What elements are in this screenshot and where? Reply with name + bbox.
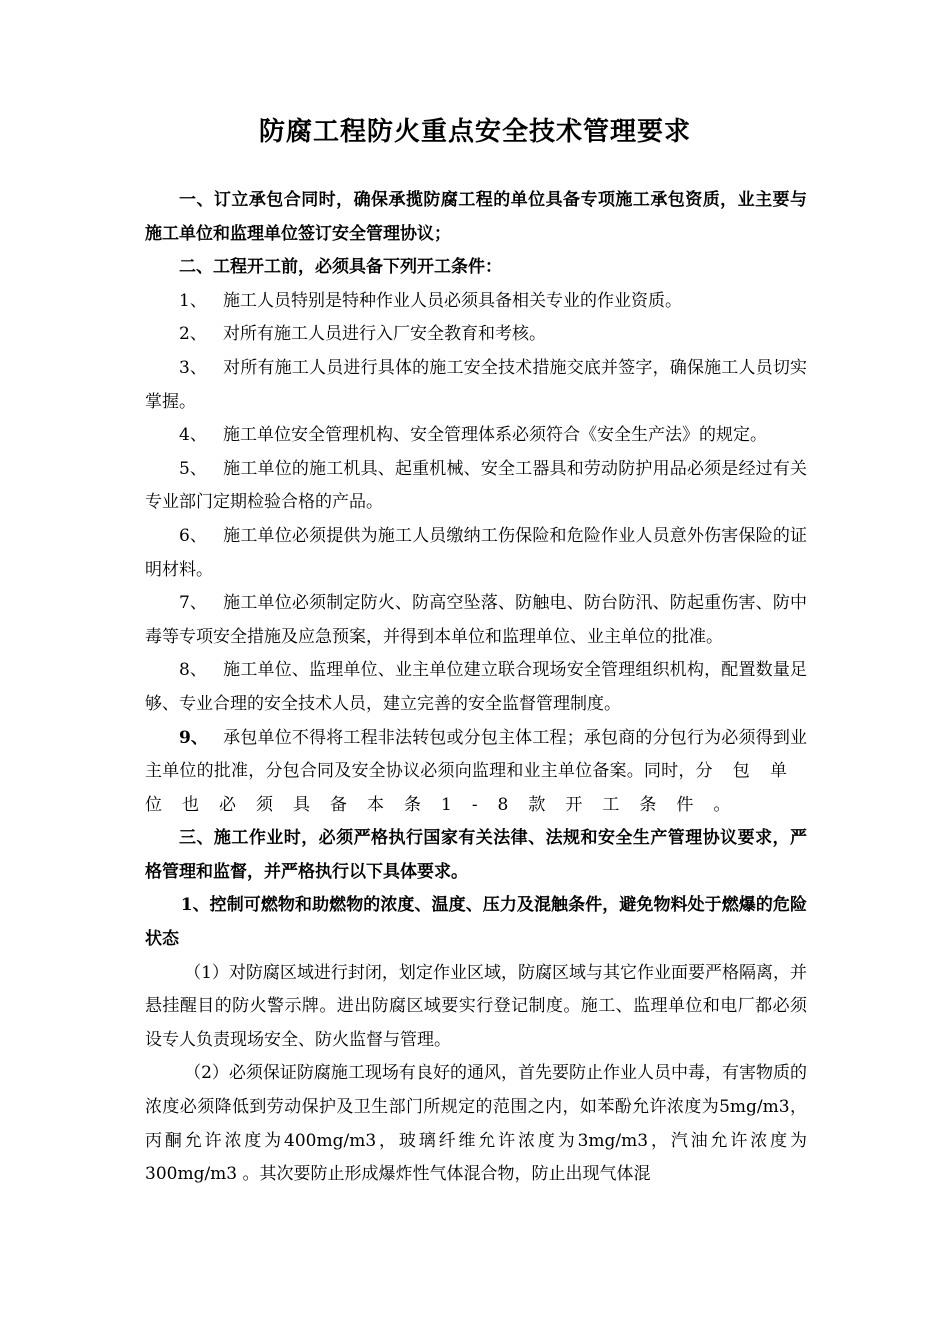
item-number: 1、	[179, 290, 207, 311]
item-text: 施工单位的施工机具、起重机械、安全工器具和劳动防护用品必须是经过有关专业部门定期检验合格的产品。	[145, 458, 807, 513]
item-text-tail: 分包单位也必须具备本条1-8款开工条件。	[145, 761, 808, 815]
subsection-3-1-heading: 1、控制可燃物和助燃物的浓度、温度、压力及混触条件，避免物料处于燃爆的危险状态	[145, 895, 807, 950]
item-number: 6、	[179, 525, 207, 546]
item-text: 施工单位必须提供为施工人员缴纳工伤保险和危险作业人员意外伤害保险的证明材料。	[145, 525, 807, 580]
list-item	[145, 587, 807, 654]
item-number: 7、	[179, 593, 207, 614]
list-item	[145, 520, 807, 587]
list-item	[145, 352, 807, 419]
list-item	[145, 318, 807, 352]
list-item	[145, 722, 807, 823]
item-number: 2、	[179, 324, 207, 345]
item-number: 3、	[179, 357, 207, 378]
list-item	[145, 453, 807, 520]
item-text: 施工单位、监理单位、业主单位建立联合现场安全管理组织机构，配置数量足够、专业合理的安全技术人员，建立完善的安全监督管理制度。	[145, 660, 807, 714]
section-2-heading: 二、工程开工前，必须具备下列开工条件：	[179, 257, 502, 278]
paragraph-ventilation: （2）必须保证防腐施工现场有良好的通风，首先要防止作业人员中毒，有害物质的浓度必须降低到劳动保护及卫生部门所规定的范围之内，如苯酚允许浓度为5mg/m3，丙酮允许浓度为400mg/m3，玻璃纤维允许浓度为3mg/m3，汽油允许浓度为300mg/m3 。其次要防止形成爆炸性气体混合物，防止出现气体混	[145, 1063, 807, 1185]
item-text: 施工人员特别是特种作业人员必须具备相关专业的作业资质。	[223, 290, 682, 311]
item-text: 对所有施工人员进行入厂安全教育和考核。	[223, 324, 546, 345]
section-3-heading: 三、施工作业时，必须严格执行国家有关法律、法规和安全生产管理协议要求，严格管理和监督，并严格执行以下具体要求。	[145, 828, 807, 882]
item-text: 施工单位必须制定防火、防高空坠落、防触电、防台防汛、防起重伤害、防中毒等专项安全措施及应急预案，并得到本单位和监理单位、业主单位的批准。	[145, 593, 807, 647]
item-text: 施工单位安全管理机构、安全管理体系必须符合《安全生产法》的规定。	[223, 425, 767, 446]
item-number: 8、	[179, 660, 207, 681]
list-item	[145, 285, 807, 319]
list-item	[145, 654, 807, 721]
item-number: 9、	[179, 727, 208, 748]
item-number: 5、	[179, 458, 207, 479]
item-text: 对所有施工人员进行具体的施工安全技术措施交底并签字，确保施工人员切实掌握。	[145, 357, 807, 412]
item-number: 4、	[179, 425, 207, 446]
document-body	[145, 184, 807, 1192]
list-item	[145, 419, 807, 453]
section-1-contract: 一、订立承包合同时，确保承揽防腐工程的单位具备专项施工承包资质，业主要与施工单位和监理单位签订安全管理协议；	[145, 190, 807, 244]
paragraph-isolation: （1）对防腐区域进行封闭，划定作业区域，防腐区域与其它作业面要严格隔离，并悬挂醒目的防火警示牌。进出防腐区域要实行登记制度。施工、监理单位和电厂都必须设专人负责现场安全、防火监督与管理。	[145, 962, 807, 1050]
document-title: 防腐工程防火重点安全技术管理要求	[258, 117, 691, 147]
item-text: 承包单位不得将工程非法转包或分包主体工程；承包商的分包行为必须得到业主单位的批准，分包合同及安全协议必须向监理和业主单位备案。同时，	[145, 727, 807, 782]
